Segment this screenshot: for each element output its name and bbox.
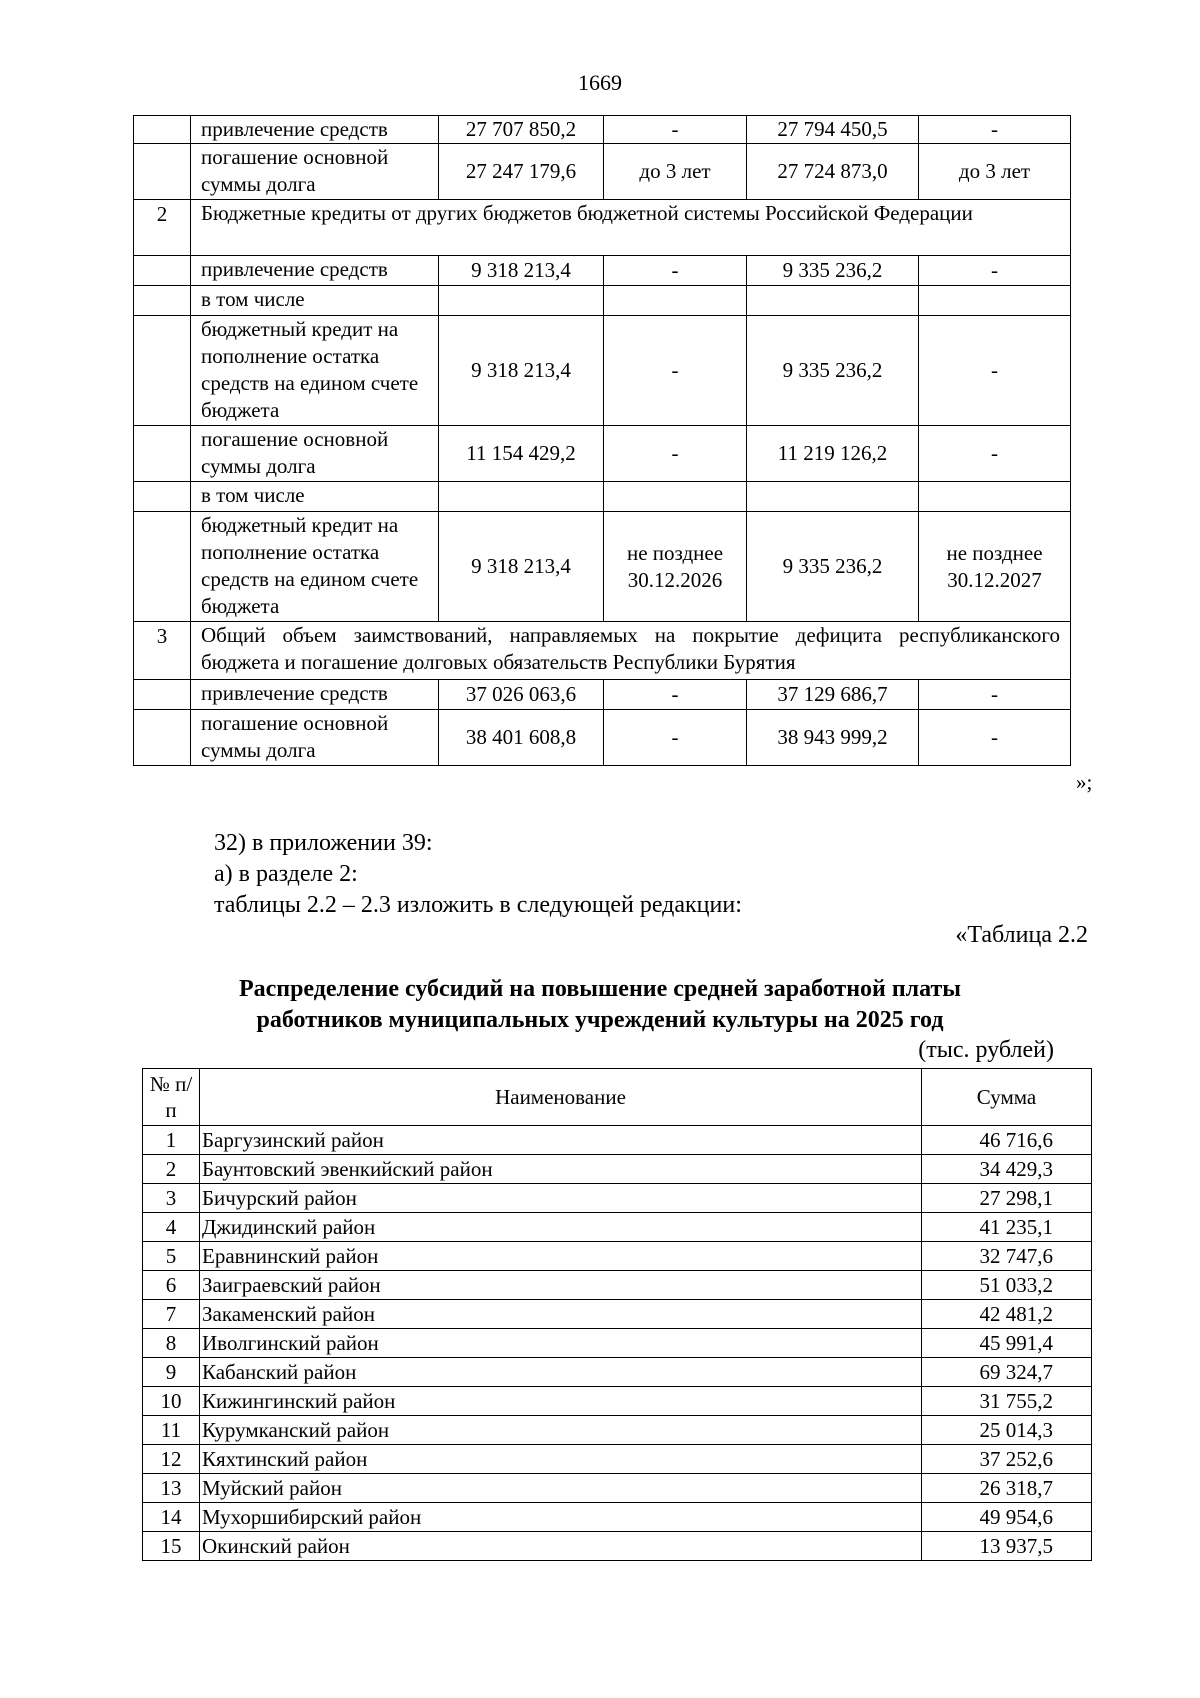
subsidy-amount: 51 033,2	[922, 1271, 1092, 1300]
table-row	[134, 680, 1071, 710]
header-sum: Сумма	[922, 1069, 1092, 1126]
instruction-subitem: а) в разделе 2:	[214, 861, 358, 887]
table-row	[143, 1358, 1092, 1387]
term-2027: -	[919, 116, 1071, 144]
term-2026: -	[604, 316, 747, 426]
table-row	[143, 1474, 1092, 1503]
row-number	[134, 426, 191, 482]
term-2027	[919, 482, 1071, 512]
district-name: Кижингинский район	[200, 1387, 922, 1416]
row-name: в том числе	[191, 482, 439, 512]
row-number	[134, 710, 191, 766]
subsidy-amount: 45 991,4	[922, 1329, 1092, 1358]
row-number	[134, 482, 191, 512]
subsidy-amount: 69 324,7	[922, 1358, 1092, 1387]
amount-2027: 9 335 236,2	[747, 512, 919, 622]
table-row	[134, 200, 1071, 256]
row-number	[134, 286, 191, 316]
row-number	[134, 316, 191, 426]
district-name: Джидинский район	[200, 1213, 922, 1242]
subsidy-amount: 13 937,5	[922, 1532, 1092, 1561]
subsidy-amount: 31 755,2	[922, 1387, 1092, 1416]
table-row	[143, 1300, 1092, 1329]
table-row	[143, 1329, 1092, 1358]
section-title: Общий объем заимствований, направляемых на покрытие дефицита республиканского бюджета и погашение долговых обязательств Республики Бурятия	[191, 622, 1071, 680]
subsidy-amount: 41 235,1	[922, 1213, 1092, 1242]
table-row	[134, 316, 1071, 426]
amount-2026: 9 318 213,4	[439, 512, 604, 622]
header-name: Наименование	[200, 1069, 922, 1126]
term-2026: не позднее 30.12.2026	[604, 512, 747, 622]
row-number: 11	[143, 1416, 200, 1445]
table-row	[134, 256, 1071, 286]
row-number: 15	[143, 1532, 200, 1561]
term-2026: -	[604, 426, 747, 482]
row-number: 13	[143, 1474, 200, 1503]
table-row	[134, 512, 1071, 622]
district-name: Баргузинский район	[200, 1126, 922, 1155]
row-number: 4	[143, 1213, 200, 1242]
amount-2026: 37 026 063,6	[439, 680, 604, 710]
table-row	[143, 1213, 1092, 1242]
term-2026: -	[604, 680, 747, 710]
term-2027: до 3 лет	[919, 144, 1071, 200]
district-name: Муйский район	[200, 1474, 922, 1503]
district-name: Мухоршибирский район	[200, 1503, 922, 1532]
subsidy-amount: 26 318,7	[922, 1474, 1092, 1503]
table-row	[134, 286, 1071, 316]
table-row	[143, 1416, 1092, 1445]
instruction-item: 32) в приложении 39:	[214, 830, 433, 856]
term-2026: -	[604, 256, 747, 286]
amount-2027: 9 335 236,2	[747, 316, 919, 426]
amount-2027: 27 794 450,5	[747, 116, 919, 144]
subsidy-amount: 46 716,6	[922, 1126, 1092, 1155]
term-2026: до 3 лет	[604, 144, 747, 200]
district-name: Еравнинский район	[200, 1242, 922, 1271]
term-2027: -	[919, 710, 1071, 766]
term-2026	[604, 286, 747, 316]
row-number: 8	[143, 1329, 200, 1358]
amount-2027: 38 943 999,2	[747, 710, 919, 766]
subsidy-amount: 27 298,1	[922, 1184, 1092, 1213]
amount-2026: 27 707 850,2	[439, 116, 604, 144]
district-name: Окинский район	[200, 1532, 922, 1561]
row-number: 14	[143, 1503, 200, 1532]
amount-2026: 27 247 179,6	[439, 144, 604, 200]
row-name: в том числе	[191, 286, 439, 316]
subsidy-amount: 42 481,2	[922, 1300, 1092, 1329]
table-row	[143, 1532, 1092, 1561]
amount-2026: 9 318 213,4	[439, 256, 604, 286]
district-name: Курумканский район	[200, 1416, 922, 1445]
amount-2027	[747, 482, 919, 512]
table-row	[134, 710, 1071, 766]
subsidy-amount: 32 747,6	[922, 1242, 1092, 1271]
district-name: Кяхтинский район	[200, 1445, 922, 1474]
row-number: 12	[143, 1445, 200, 1474]
term-2026	[604, 482, 747, 512]
row-number	[134, 144, 191, 200]
district-name: Баунтовский эвенкийский район	[200, 1155, 922, 1184]
row-name: привлечение средств	[191, 256, 439, 286]
table-row	[143, 1126, 1092, 1155]
row-name: погашение основной суммы долга	[191, 144, 439, 200]
table-row	[143, 1387, 1092, 1416]
row-number: 9	[143, 1358, 200, 1387]
table-header-row	[143, 1069, 1092, 1126]
table-row	[143, 1184, 1092, 1213]
amount-2027: 9 335 236,2	[747, 256, 919, 286]
term-2027: -	[919, 256, 1071, 286]
subsidy-amount: 34 429,3	[922, 1155, 1092, 1184]
instruction-text: таблицы 2.2 – 2.3 изложить в следующей редакции:	[214, 892, 742, 918]
term-2027: -	[919, 316, 1071, 426]
row-number: 3	[143, 1184, 200, 1213]
table-row	[143, 1445, 1092, 1474]
table-row	[134, 426, 1071, 482]
term-2026: -	[604, 116, 747, 144]
term-2027	[919, 286, 1071, 316]
row-name: погашение основной суммы долга	[191, 710, 439, 766]
table-row	[143, 1155, 1092, 1184]
table-row	[143, 1271, 1092, 1300]
table-row	[134, 622, 1071, 680]
row-name: привлечение средств	[191, 680, 439, 710]
subsidy-amount: 37 252,6	[922, 1445, 1092, 1474]
amount-2026: 38 401 608,8	[439, 710, 604, 766]
page-number: 1669	[578, 70, 622, 95]
district-name: Кабанский район	[200, 1358, 922, 1387]
table-caption: «Таблица 2.2	[955, 922, 1088, 948]
borrowings-table	[133, 115, 1071, 766]
subsidy-table	[142, 1068, 1092, 1561]
row-number: 7	[143, 1300, 200, 1329]
term-2027: -	[919, 680, 1071, 710]
closing-quote: »;	[1076, 770, 1093, 794]
amount-2027: 27 724 873,0	[747, 144, 919, 200]
subsidy-amount: 49 954,6	[922, 1503, 1092, 1532]
row-number: 1	[143, 1126, 200, 1155]
amount-2026	[439, 482, 604, 512]
row-number: 10	[143, 1387, 200, 1416]
table-row	[143, 1503, 1092, 1532]
district-name: Бичурский район	[200, 1184, 922, 1213]
amount-2027: 37 129 686,7	[747, 680, 919, 710]
term-2027: не позднее 30.12.2027	[919, 512, 1071, 622]
row-number: 2	[143, 1155, 200, 1184]
term-2026: -	[604, 710, 747, 766]
row-number: 2	[134, 200, 191, 256]
table-title-line2: работников муниципальных учреждений культуры на 2025 год	[256, 1007, 944, 1033]
amount-2027: 11 219 126,2	[747, 426, 919, 482]
row-number: 6	[143, 1271, 200, 1300]
row-number	[134, 512, 191, 622]
district-name: Закаменский район	[200, 1300, 922, 1329]
row-number: 5	[143, 1242, 200, 1271]
row-number: 3	[134, 622, 191, 680]
row-name: бюджетный кредит на пополнение остатка средств на едином счете бюджета	[191, 512, 439, 622]
table-row	[134, 482, 1071, 512]
table-title-line1: Распределение субсидий на повышение средней заработной платы	[238, 976, 962, 1002]
row-number	[134, 116, 191, 144]
district-name: Заиграевский район	[200, 1271, 922, 1300]
amount-2026	[439, 286, 604, 316]
table-row	[134, 144, 1071, 200]
subsidy-amount: 25 014,3	[922, 1416, 1092, 1445]
row-number	[134, 680, 191, 710]
row-name: бюджетный кредит на пополнение остатка средств на едином счете бюджета	[191, 316, 439, 426]
amount-2027	[747, 286, 919, 316]
row-number	[134, 256, 191, 286]
table-row	[134, 116, 1071, 144]
row-name: погашение основной суммы долга	[191, 426, 439, 482]
table-row	[143, 1242, 1092, 1271]
amount-2026: 11 154 429,2	[439, 426, 604, 482]
district-name: Иволгинский район	[200, 1329, 922, 1358]
units-label: (тыс. рублей)	[918, 1037, 1054, 1063]
header-number: № п/п	[143, 1069, 200, 1126]
term-2027: -	[919, 426, 1071, 482]
section-title: Бюджетные кредиты от других бюджетов бюджетной системы Российской Федерации	[191, 200, 1071, 256]
amount-2026: 9 318 213,4	[439, 316, 604, 426]
row-name: привлечение средств	[191, 116, 439, 144]
